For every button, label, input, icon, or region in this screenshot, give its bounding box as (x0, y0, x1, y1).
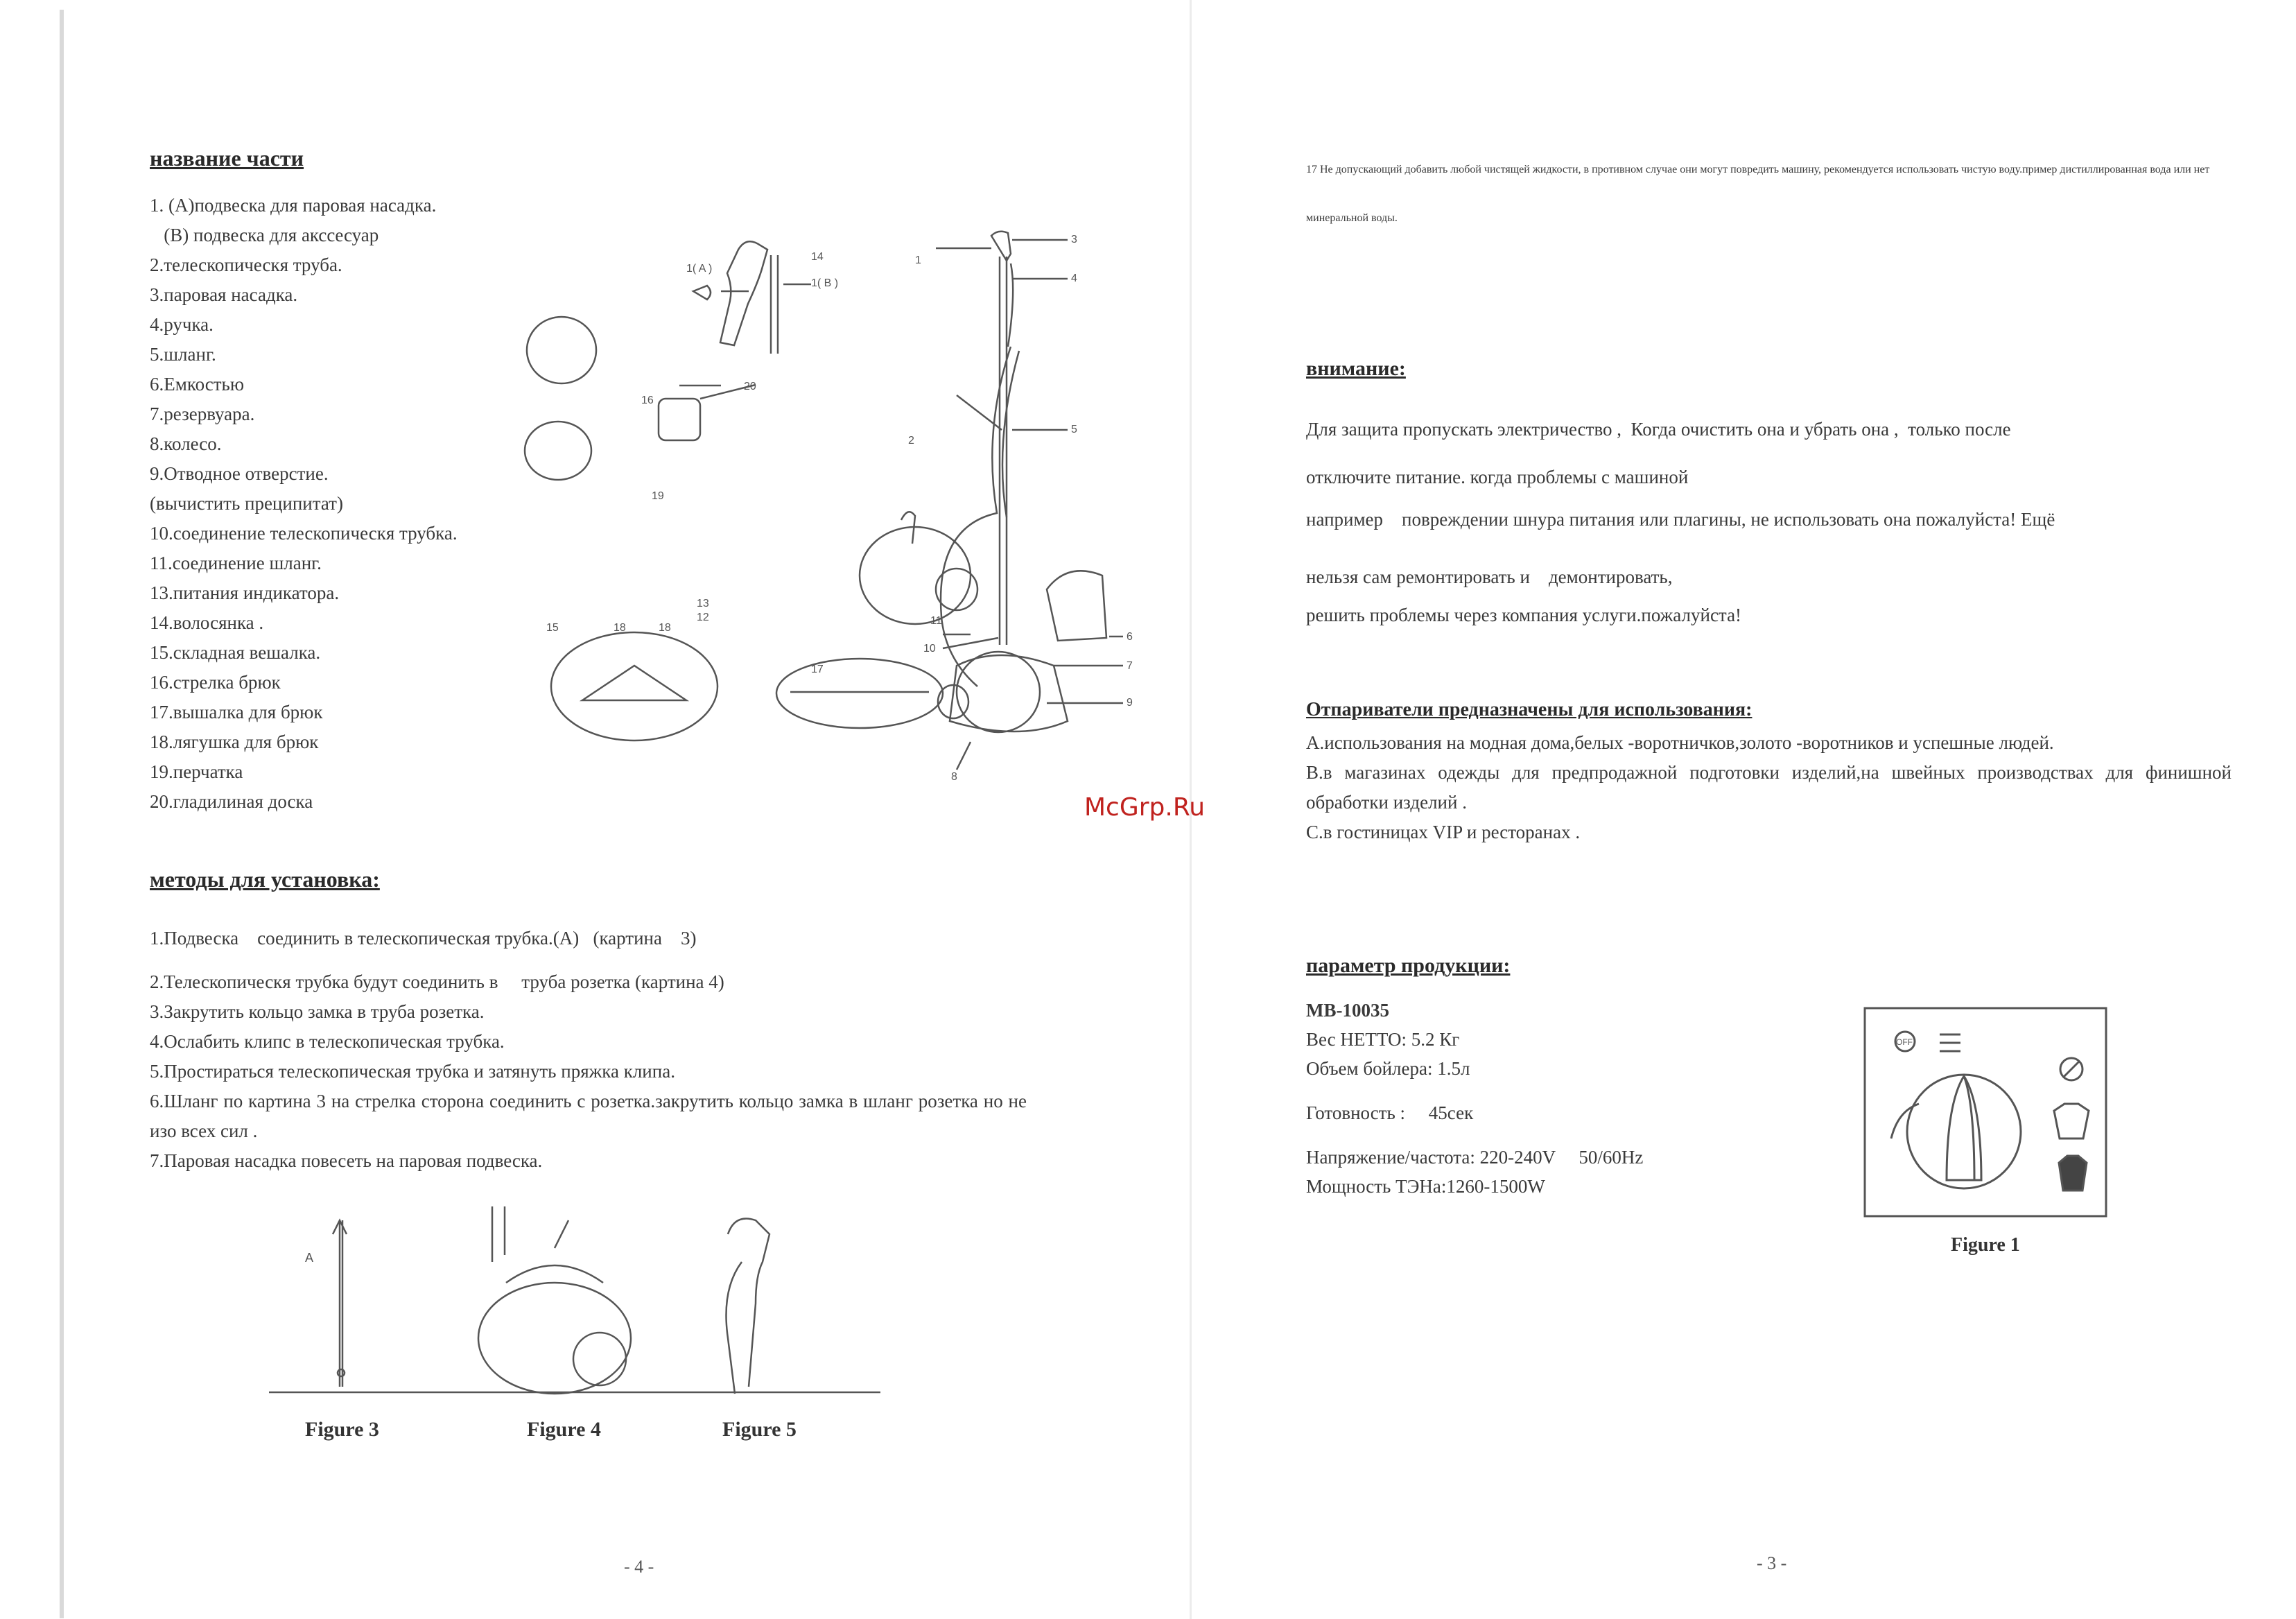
list-item: 11.соединение шланг. (150, 553, 322, 573)
label-17: 17 (811, 664, 824, 675)
usage-block (1306, 728, 2232, 847)
label-5: 5 (1071, 424, 1077, 435)
label-1b: 1( B ) (811, 277, 839, 289)
label-2: 2 (908, 435, 914, 447)
list-item: 7.резервуара. (150, 404, 255, 424)
installation-figures (263, 1193, 887, 1401)
attention-line: Для защита пропускать электричество , Когда очистить она и убрать она , только после (1306, 419, 2011, 440)
label-8: 8 (951, 771, 957, 783)
label-1a: 1( A ) (686, 263, 713, 275)
list-item: 3.Закрутить кольцо замка в труба розетка. (150, 1001, 485, 1022)
label-12: 12 (697, 612, 709, 623)
list-item: (вычистить преципитат) (150, 493, 343, 514)
label-20: 20 (744, 381, 756, 392)
spec-line: Мощность ТЭНа:1260-1500W (1306, 1176, 1545, 1197)
list-item: 1. (А)подвеска для паровая насадка. (150, 195, 437, 216)
spec-line: Объем бойлера: 1.5л (1306, 1058, 1470, 1079)
label-18b: 18 (659, 622, 671, 634)
list-item: 1.Подвеска соединить в телескопическая трубка.(А) (картина 3) (150, 928, 697, 949)
item-17-paragraph: 17 Не допускающий добавить любой чистящей жидкости, в противном случае они могут повредить машину, рекомендуется использовать чистую воду.пример дистиллированная вода или нет минеральной воды. (1306, 164, 2210, 224)
list-item: 14.волосянка . (150, 612, 264, 633)
list-item: 10.соединение телескопическя трубка. (150, 523, 458, 544)
usage-line: В.в магазинах одежды для предпродажной подготовки изделий,на швейных производствах для финишной обработки изделий . (1306, 762, 2232, 813)
list-item: 3.паровая насадка. (150, 284, 298, 305)
label-19: 19 (652, 490, 664, 502)
spec-line: Напряжение/частота: 220-240V 50/60Hz (1306, 1147, 1644, 1168)
parts-heading: название части (150, 146, 304, 171)
spec-line: Готовность : 45сек (1306, 1102, 1474, 1123)
list-item: 6.Емкостью (150, 374, 245, 395)
usage-line: А.использования на модная дома,белых -воротничков,золото -воротников и успешные людей. (1306, 732, 2054, 753)
label-11: 11 (930, 615, 942, 627)
parts-list (150, 191, 538, 817)
list-item: 18.лягушка для брюк (150, 731, 319, 752)
figure-5-caption: Figure 5 (722, 1418, 797, 1441)
params-heading: параметр продукции: (1306, 954, 1511, 977)
list-item: 4.Ослабить клипс в телескопическая трубка. (150, 1031, 505, 1052)
list-item: 4.ручка. (150, 314, 214, 335)
attention-line: нельзя сам ремонтировать и демонтировать, (1306, 566, 1673, 587)
list-item: 9.Отводное отверстие. (150, 463, 329, 484)
usage-heading: Отпариватели предназначены для использования: (1306, 699, 1753, 720)
label-4: 4 (1071, 272, 1077, 284)
list-item: 6.Шланг по картина 3 на стрелка сторона соединить с розетка.закрутить кольцо замка в шланг розетка но не изо всех сил . (150, 1091, 1027, 1141)
page-edge (60, 10, 64, 1618)
label-14: 14 (811, 251, 824, 263)
label-1: 1 (915, 254, 921, 266)
page-number-left: - 4 - (624, 1557, 654, 1577)
list-item: 17.вышалка для брюк (150, 702, 323, 722)
list-item: 5.шланг. (150, 344, 216, 365)
model-number: МВ-10035 (1306, 1000, 1389, 1021)
attention-block (1306, 415, 2232, 630)
list-item: 16.стрелка брюк (150, 672, 281, 693)
list-item: 7.Паровая насадка повесеть на паровая подвеска. (150, 1150, 543, 1171)
figure3-label-a: A (305, 1251, 314, 1265)
list-item: 5.Простираться телескопическая трубка и затянуть пряжка клипа. (150, 1061, 675, 1082)
attention-line: отключите питание. когда проблемы с машиной (1306, 467, 1689, 487)
parts-diagram (513, 215, 1151, 783)
list-item: (В) подвеска для аксcесуар (150, 225, 379, 245)
figure-1-caption: Figure 1 (1951, 1234, 2020, 1256)
list-item: 15.складная вешалка. (150, 642, 321, 663)
label-15: 15 (546, 622, 559, 634)
attention-line: например повреждении шнура питания или плагины, не использовать она пожалуйста! Ещё (1306, 509, 2055, 530)
label-6: 6 (1127, 631, 1133, 643)
attention-line: решить проблемы через компания услуги.пожалуйста! (1306, 605, 1742, 625)
label-7: 7 (1127, 660, 1133, 672)
install-heading: методы для установка: (150, 867, 380, 892)
spec-line: Вес НЕТТО: 5.2 Кг (1306, 1029, 1460, 1050)
list-item: 13.питания индикатора. (150, 582, 340, 603)
label-13: 13 (697, 598, 709, 609)
list-item: 20.гладилиная доска (150, 791, 313, 812)
figure-4-caption: Figure 4 (527, 1418, 601, 1441)
label-9: 9 (1127, 697, 1133, 709)
page-number-right: - 3 - (1757, 1553, 1787, 1573)
list-item: 19.перчатка (150, 761, 243, 782)
label-16: 16 (641, 395, 654, 406)
watermark: McGrp.Ru (1084, 793, 1206, 822)
label-18a: 18 (614, 622, 626, 634)
attention-heading: внимание: (1306, 357, 1406, 380)
dial-off-label: OFF (1896, 1037, 1913, 1047)
usage-line: С.в гостиницах VIP и ресторанах . (1306, 822, 1581, 842)
install-steps (150, 924, 1082, 1176)
figure-1-dial (1863, 1007, 2107, 1222)
list-item: 8.колесо. (150, 433, 222, 454)
label-10: 10 (923, 643, 936, 655)
spec-block (1306, 996, 1791, 1201)
label-3: 3 (1071, 234, 1077, 245)
list-item: 2.телескопическя труба. (150, 254, 342, 275)
figure-3-caption: Figure 3 (305, 1418, 379, 1441)
list-item: 2.Телескопическя трубка будут соединить в труба розетка (картина 4) (150, 971, 724, 992)
